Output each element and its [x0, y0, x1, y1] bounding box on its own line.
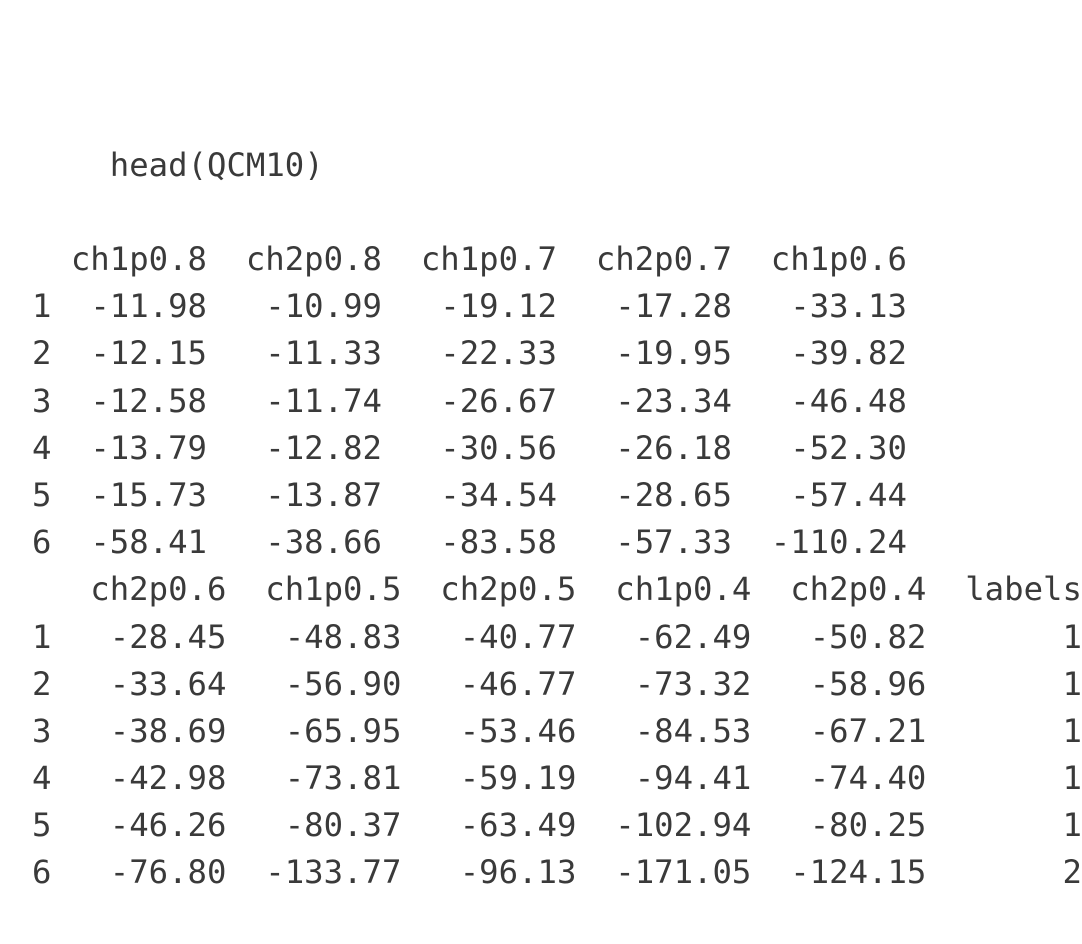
table-cell: -110.24	[770, 523, 907, 562]
column-header: ch2p0.7	[595, 240, 732, 278]
table-row	[32, 849, 1082, 896]
table-cell: -171.05	[615, 853, 752, 892]
column-header: ch1p0.8	[70, 240, 207, 278]
table-cell: -58.96	[809, 664, 927, 703]
table-row	[32, 755, 1082, 802]
table-cell: -19.12	[440, 287, 557, 326]
table-cell: -15.73	[90, 475, 207, 514]
table-cell: 1	[1062, 617, 1082, 656]
row-name: 2	[32, 334, 52, 373]
row-name: 1	[32, 617, 52, 656]
table-row	[32, 425, 1032, 472]
table-cell: -12.15	[90, 334, 207, 373]
table-cell: -102.94	[615, 806, 752, 845]
table-cell: -11.74	[265, 381, 382, 420]
table-cell: 1	[1062, 664, 1082, 703]
table-cell: -83.58	[440, 523, 557, 562]
table-cell: -59.19	[459, 759, 577, 798]
table-row	[32, 330, 1032, 377]
table-cell: -96.13	[459, 853, 577, 892]
table-cell: -50.82	[809, 617, 927, 656]
table-cell: -38.66	[265, 523, 382, 562]
column-header-row	[32, 236, 1032, 283]
table-row	[32, 519, 1032, 566]
table-cell: -28.65	[615, 475, 732, 514]
table-cell: -26.18	[615, 428, 732, 467]
row-name: 5	[32, 475, 52, 514]
table-cell: 1	[1062, 806, 1082, 845]
column-header: ch2p0.5	[440, 570, 577, 609]
row-name: 1	[32, 287, 52, 326]
table-cell: -94.41	[634, 759, 752, 798]
table-cell: -13.87	[265, 475, 382, 514]
table-cell: -56.90	[284, 664, 402, 703]
table-cell: -46.48	[790, 381, 907, 420]
row-name: 2	[32, 664, 52, 703]
table-cell: -57.44	[790, 475, 907, 514]
table-cell: -42.98	[109, 759, 227, 798]
table-row	[32, 661, 1082, 708]
table-cell: -23.34	[615, 381, 732, 420]
column-header-row	[32, 566, 1082, 613]
table-cell: -11.33	[265, 334, 382, 373]
table-cell: -65.95	[284, 711, 402, 750]
table-row	[32, 472, 1032, 519]
table-row	[32, 708, 1082, 755]
table-cell: -46.77	[459, 664, 577, 703]
table-cell: -46.26	[109, 806, 227, 845]
table-cell: -34.54	[440, 475, 557, 514]
column-header: ch1p0.7	[420, 240, 557, 278]
table-row	[32, 283, 1032, 330]
table-cell: -19.95	[615, 334, 732, 373]
table-cell: -38.69	[109, 711, 227, 750]
table-cell: -133.77	[265, 853, 402, 892]
table-cell: -58.41	[90, 523, 207, 562]
table-cell: -13.79	[90, 428, 207, 467]
table-cell: -40.77	[459, 617, 577, 656]
column-header: ch1p0.5	[265, 570, 402, 609]
row-name: 6	[32, 523, 52, 562]
column-header: labels	[965, 570, 1082, 609]
row-name: 5	[32, 806, 52, 845]
table-cell: -11.98	[90, 287, 207, 326]
table-cell: -57.33	[615, 523, 732, 562]
table-cell: -53.46	[459, 711, 577, 750]
table-cell: -39.82	[790, 334, 907, 373]
command-text: head(QCM10)	[109, 145, 324, 184]
table-cell: -124.15	[790, 853, 927, 892]
row-name: 4	[32, 428, 52, 467]
command-line	[32, 94, 1032, 184]
table-cell: 1	[1062, 711, 1082, 750]
table-cell: -74.40	[809, 759, 927, 798]
table-cell: -73.81	[284, 759, 402, 798]
column-header: ch1p0.6	[770, 240, 907, 278]
table-cell: -67.21	[809, 711, 927, 750]
row-name: 6	[32, 853, 52, 892]
table-cell: -30.56	[440, 428, 557, 467]
table-cell: -12.82	[265, 428, 382, 467]
row-name: 3	[32, 381, 52, 420]
column-header: ch1p0.4	[615, 570, 752, 609]
table-cell: -28.45	[109, 617, 227, 656]
table-row	[32, 614, 1082, 661]
column-block	[32, 566, 1082, 896]
table-cell: -33.13	[790, 287, 907, 326]
r-console-output	[32, 0, 1082, 944]
data-frame-output	[32, 236, 1082, 897]
row-name: 4	[32, 759, 52, 798]
table-cell: -33.64	[109, 664, 227, 703]
column-header: ch2p0.4	[790, 570, 927, 609]
table-cell: -62.49	[634, 617, 752, 656]
table-cell: -17.28	[615, 287, 732, 326]
table-row	[32, 378, 1032, 425]
table-cell: -80.25	[809, 806, 927, 845]
column-header: ch2p0.8	[245, 240, 382, 278]
table-cell: -84.53	[634, 711, 752, 750]
table-cell: -12.58	[90, 381, 207, 420]
table-cell: -26.67	[440, 381, 557, 420]
column-header: ch2p0.6	[90, 570, 227, 609]
table-row	[32, 802, 1082, 849]
table-cell: -48.83	[284, 617, 402, 656]
table-cell: -76.80	[109, 853, 227, 892]
row-name: 3	[32, 711, 52, 750]
table-cell: -73.32	[634, 664, 752, 703]
table-cell: -10.99	[265, 287, 382, 326]
table-cell: 1	[1062, 759, 1082, 798]
table-cell: -52.30	[790, 428, 907, 467]
column-block	[32, 236, 1032, 566]
table-cell: -22.33	[440, 334, 557, 373]
table-cell: -80.37	[284, 806, 402, 845]
table-cell: 2	[1062, 853, 1082, 892]
table-cell: -63.49	[459, 806, 577, 845]
